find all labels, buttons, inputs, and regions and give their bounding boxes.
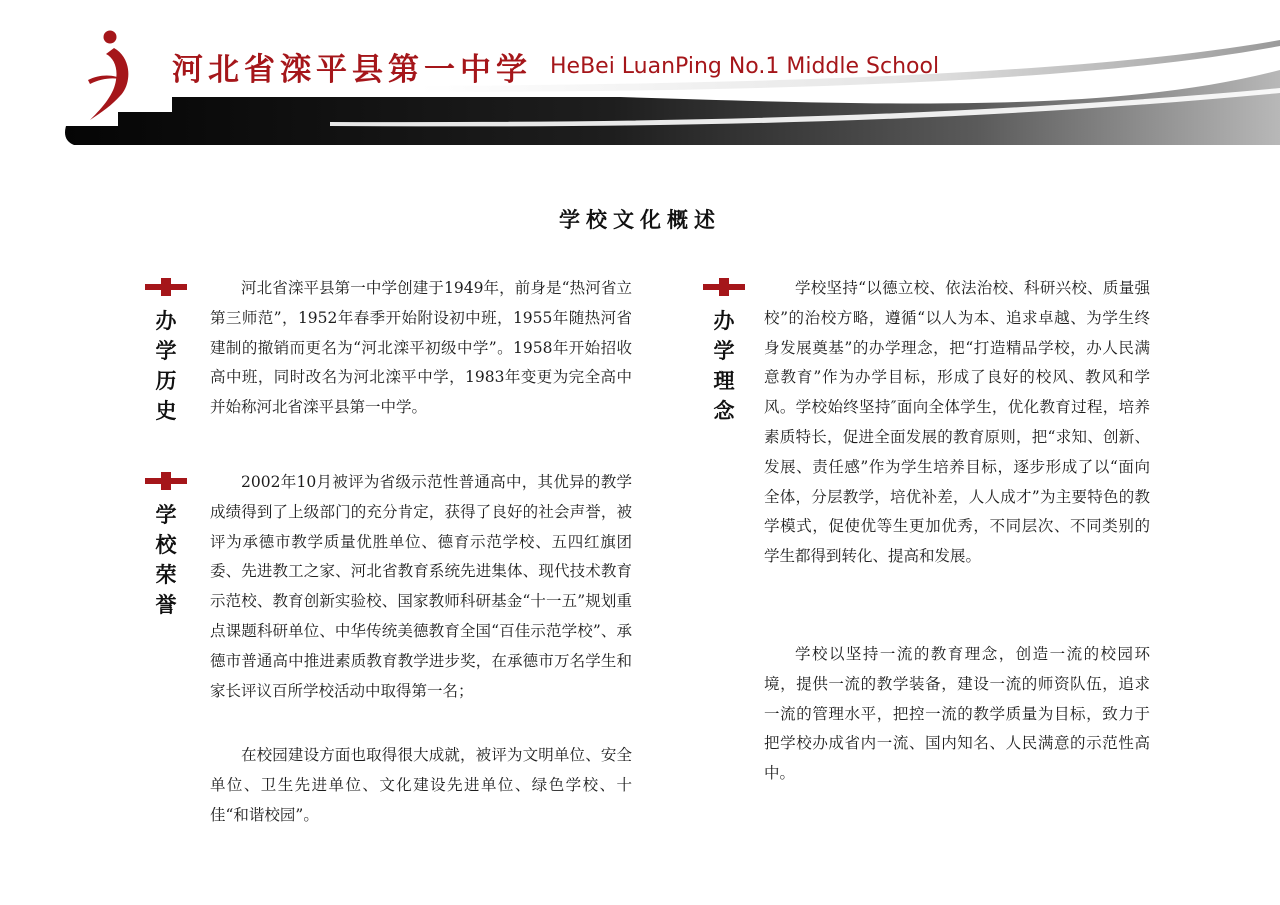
label-char: 历 <box>155 368 177 393</box>
history-paragraph: 河北省滦平县第一中学创建于1949年，前身是“热河省立第三师范”，1952年春季开始附设初中班，1955年随热河省建制的撤销而更名为“河北滦平初级中学”。1958年开始招收高中班，同时改名为河北滦平中学，1983年变更为完全高中并始称河北省滦平县第一中学。 <box>210 279 632 417</box>
label-char: 理 <box>713 368 735 393</box>
label-char: 学 <box>713 338 735 363</box>
label-char: 学 <box>155 502 177 527</box>
philosophy-paragraph: 学校坚持“以德立校、依法治校、科研兴校、质量强校”的治校方略，遵循“以人为本、追求卓越、为学生终身发展奠基”的办学理念，把“打造精品学校，办人民满意教育”作为办学目标，形成了良好的校风、教风和学风。学校始终坚持″面向全体学生，优化教育过程，培养素质特长，促进全面发展的教育原则，把“求知、创新、发展、责任感”作为学生培养目标，逐步形成了以“面向全体，分层教学，培优补差，人人成才”为主要特色的教学模式，促使优等生更加优秀，不同层次、不同类别的学生都得到转化、提高和发展。 <box>764 279 1150 566</box>
label-char: 史 <box>155 398 177 423</box>
ornament-icon <box>703 278 745 296</box>
ornament-icon <box>145 472 187 490</box>
ornament-icon <box>145 278 187 296</box>
school-name-english: HeBei LuanPing No.1 Middle School <box>550 54 940 79</box>
section-label-philosophy <box>702 278 746 426</box>
label-char: 学 <box>155 338 177 363</box>
label-char: 荣 <box>155 562 177 587</box>
label-char: 办 <box>713 308 735 333</box>
school-name-chinese: 河北省滦平县第一中学 <box>172 52 532 88</box>
school-logo <box>84 28 140 124</box>
section-label-history <box>144 278 188 426</box>
label-char: 誉 <box>155 592 177 617</box>
label-char: 校 <box>155 532 177 557</box>
honors-paragraph: 2002年10月被评为省级示范性普通高中，其优异的教学成绩得到了上级部门的充分肯定，获得了良好的社会声誉，被评为承德市教学质量优胜单位、德育示范学校、五四红旗团委、先进教工之家、河北省教育系统先进集体、现代技术教育示范校、教育创新实验校、国家教师科研基金“十一五”规划重点课题科研单位、中华传统美德教育全国“百佳示范学校”、承德市普通高中推进素质教育教学进步奖，在承德市万名学生和家长评议百所学校活动中取得第一名； <box>210 473 632 700</box>
campus-paragraph: 在校园建设方面也取得很大成就，被评为文明单位、安全单位、卫生先进单位、文化建设先进单位、绿色学校、十佳“和谐校园”。 <box>210 746 632 824</box>
section-label-honors <box>144 472 188 620</box>
page-title: 学校文化概述 <box>559 207 721 232</box>
label-char: 念 <box>713 398 735 423</box>
label-char: 办 <box>155 308 177 333</box>
goal-paragraph: 学校以坚持一流的教育理念，创造一流的校园环境，提供一流的教学装备，建设一流的师资队伍，追求一流的管理水平，把控一流的教学质量为目标，致力于把学校办成省内一流、国内知名、人民满意的示范性高中。 <box>764 645 1150 783</box>
